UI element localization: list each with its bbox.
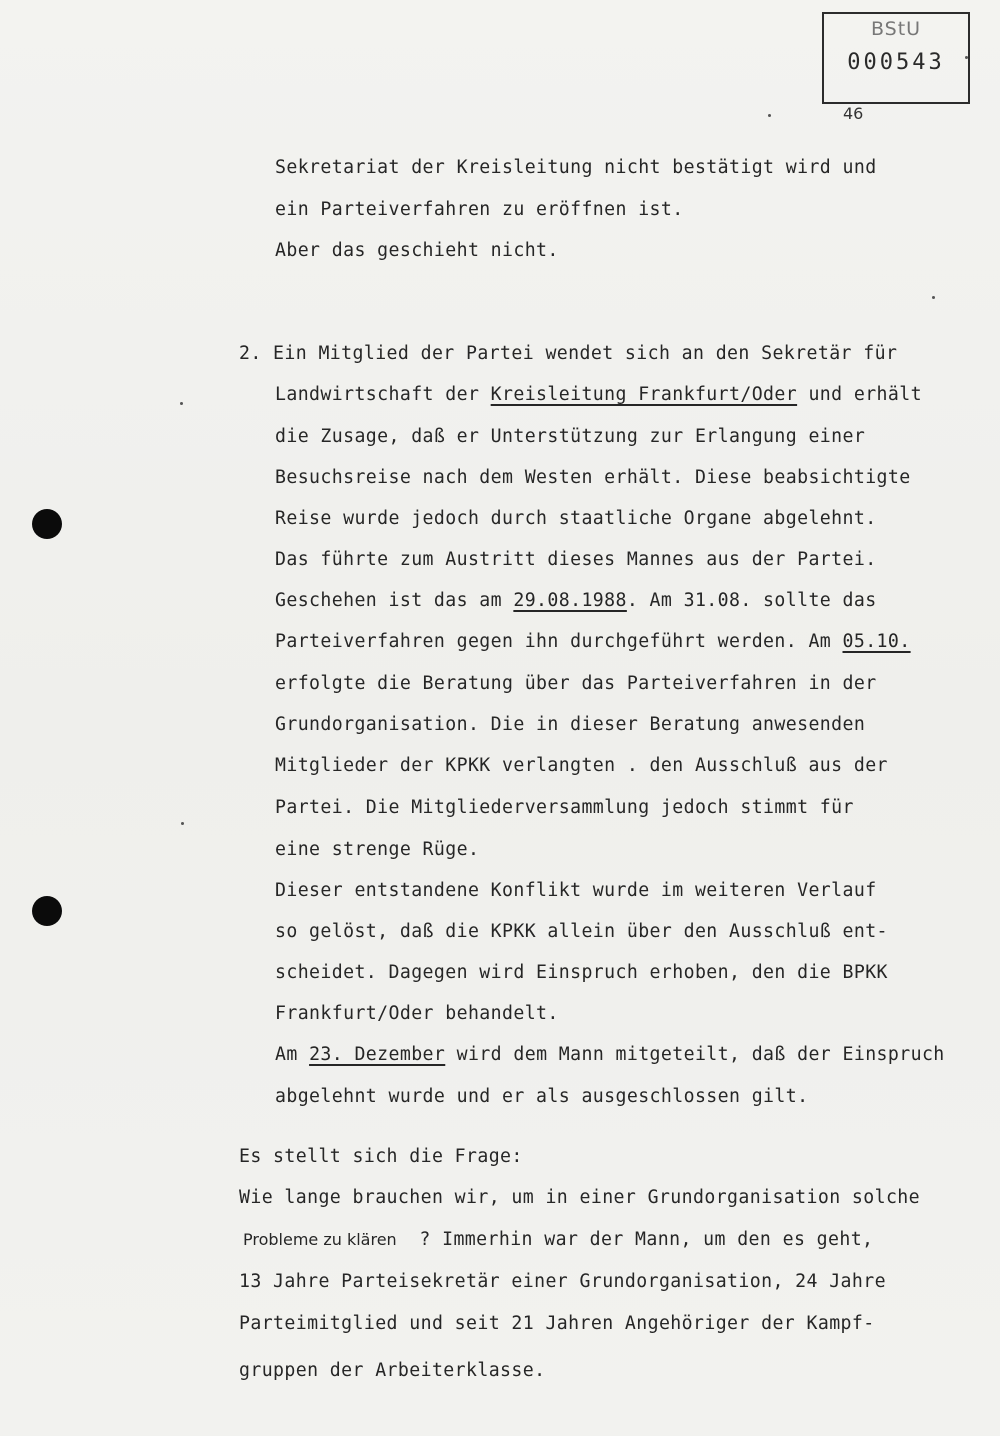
page-number: 46 [843, 104, 864, 123]
text-segment: Am [275, 1044, 310, 1065]
text-line-23: Es stellt sich die Frage: [239, 1146, 523, 1167]
underlined-date-3: 23. Dezember [309, 1044, 446, 1065]
text-line-6: die Zusage, daß er Unterstützung zur Erlangung einer [275, 426, 866, 447]
text-line-13: Grundorganisation. Die in dieser Beratung anwesenden [275, 714, 866, 735]
stamp-title: BStU [870, 18, 922, 40]
text-segment-small: Probleme zu klären [243, 1230, 397, 1249]
text-line-28: gruppen der Arbeiterklasse. [239, 1360, 546, 1381]
text-line-27: Parteimitglied und seit 21 Jahren Angehöriger der Kampf- [239, 1313, 875, 1334]
text-line-24: Wie lange brauchen wir, um in einer Grundorganisation solche [239, 1187, 920, 1208]
text-segment: wird dem Mann mitgeteilt, daß der Einspruch [445, 1044, 945, 1065]
text-segment: . Am 31.08. sollte das [626, 590, 877, 611]
text-line-7: Besuchsreise nach dem Westen erhält. Diese beabsichtigte [275, 467, 911, 488]
text-segment: und erhält [797, 384, 922, 405]
speck [180, 402, 183, 405]
text-line-5 [275, 384, 922, 406]
underlined-date-1: 29.08.1988 [513, 590, 627, 611]
text-segment: ? Immerhin war der Mann, um den es geht, [396, 1229, 874, 1250]
text-line-8: Reise wurde jedoch durch staatliche Organe abgelehnt. [275, 508, 877, 529]
text-line-21 [275, 1044, 945, 1066]
speck [932, 296, 935, 299]
text-line-17: Dieser entstandene Konflikt wurde im weiteren Verlauf [275, 880, 877, 901]
text-segment: Geschehen ist das am [275, 590, 514, 611]
text-line-26: 13 Jahre Parteisekretär einer Grundorganisation, 24 Jahre [239, 1271, 886, 1292]
punch-hole-top [32, 509, 62, 539]
text-line-19: scheidet. Dagegen wird Einspruch erhoben, den die BPKK [275, 962, 888, 983]
archive-stamp [822, 12, 970, 104]
text-line-14: Mitglieder der KPKK verlangten . den Ausschluß aus der [275, 755, 888, 776]
underlined-date-2: 05.10. [842, 631, 911, 652]
text-line-9: Das führte zum Austritt dieses Mannes aus der Partei. [275, 549, 877, 570]
speck [768, 114, 771, 117]
text-line-4: 2. Ein Mitglied der Partei wendet sich an den Sekretär für [239, 343, 898, 364]
text-segment: Landwirtschaft der [275, 384, 491, 405]
text-line-25 [243, 1229, 873, 1251]
text-line-3: Aber das geschieht nicht. [275, 240, 559, 261]
speck [181, 822, 184, 825]
speck [965, 56, 968, 59]
text-line-20: Frankfurt/Oder behandelt. [275, 1003, 559, 1024]
text-line-12: erfolgte die Beratung über das Parteiverfahren in der [275, 673, 877, 694]
text-line-1: Sekretariat der Kreisleitung nicht bestätigt wird und [275, 157, 877, 178]
text-line-2: ein Parteiverfahren zu eröffnen ist. [275, 199, 684, 220]
text-line-16: eine strenge Rüge. [275, 839, 480, 860]
punch-hole-bottom [32, 896, 62, 926]
text-line-11 [275, 631, 911, 653]
stamp-number: 000543 [847, 50, 945, 75]
underlined-kreisleitung: Kreisleitung Frankfurt/Oder [490, 384, 798, 405]
text-line-10 [275, 590, 877, 612]
text-segment: Parteiverfahren gegen ihn durchgeführt werden. Am [275, 631, 843, 652]
text-line-18: so gelöst, daß die KPKK allein über den Ausschluß ent- [275, 921, 888, 942]
text-line-15: Partei. Die Mitgliederversammlung jedoch stimmt für [275, 797, 854, 818]
text-line-22: abgelehnt wurde und er als ausgeschlossen gilt. [275, 1086, 809, 1107]
